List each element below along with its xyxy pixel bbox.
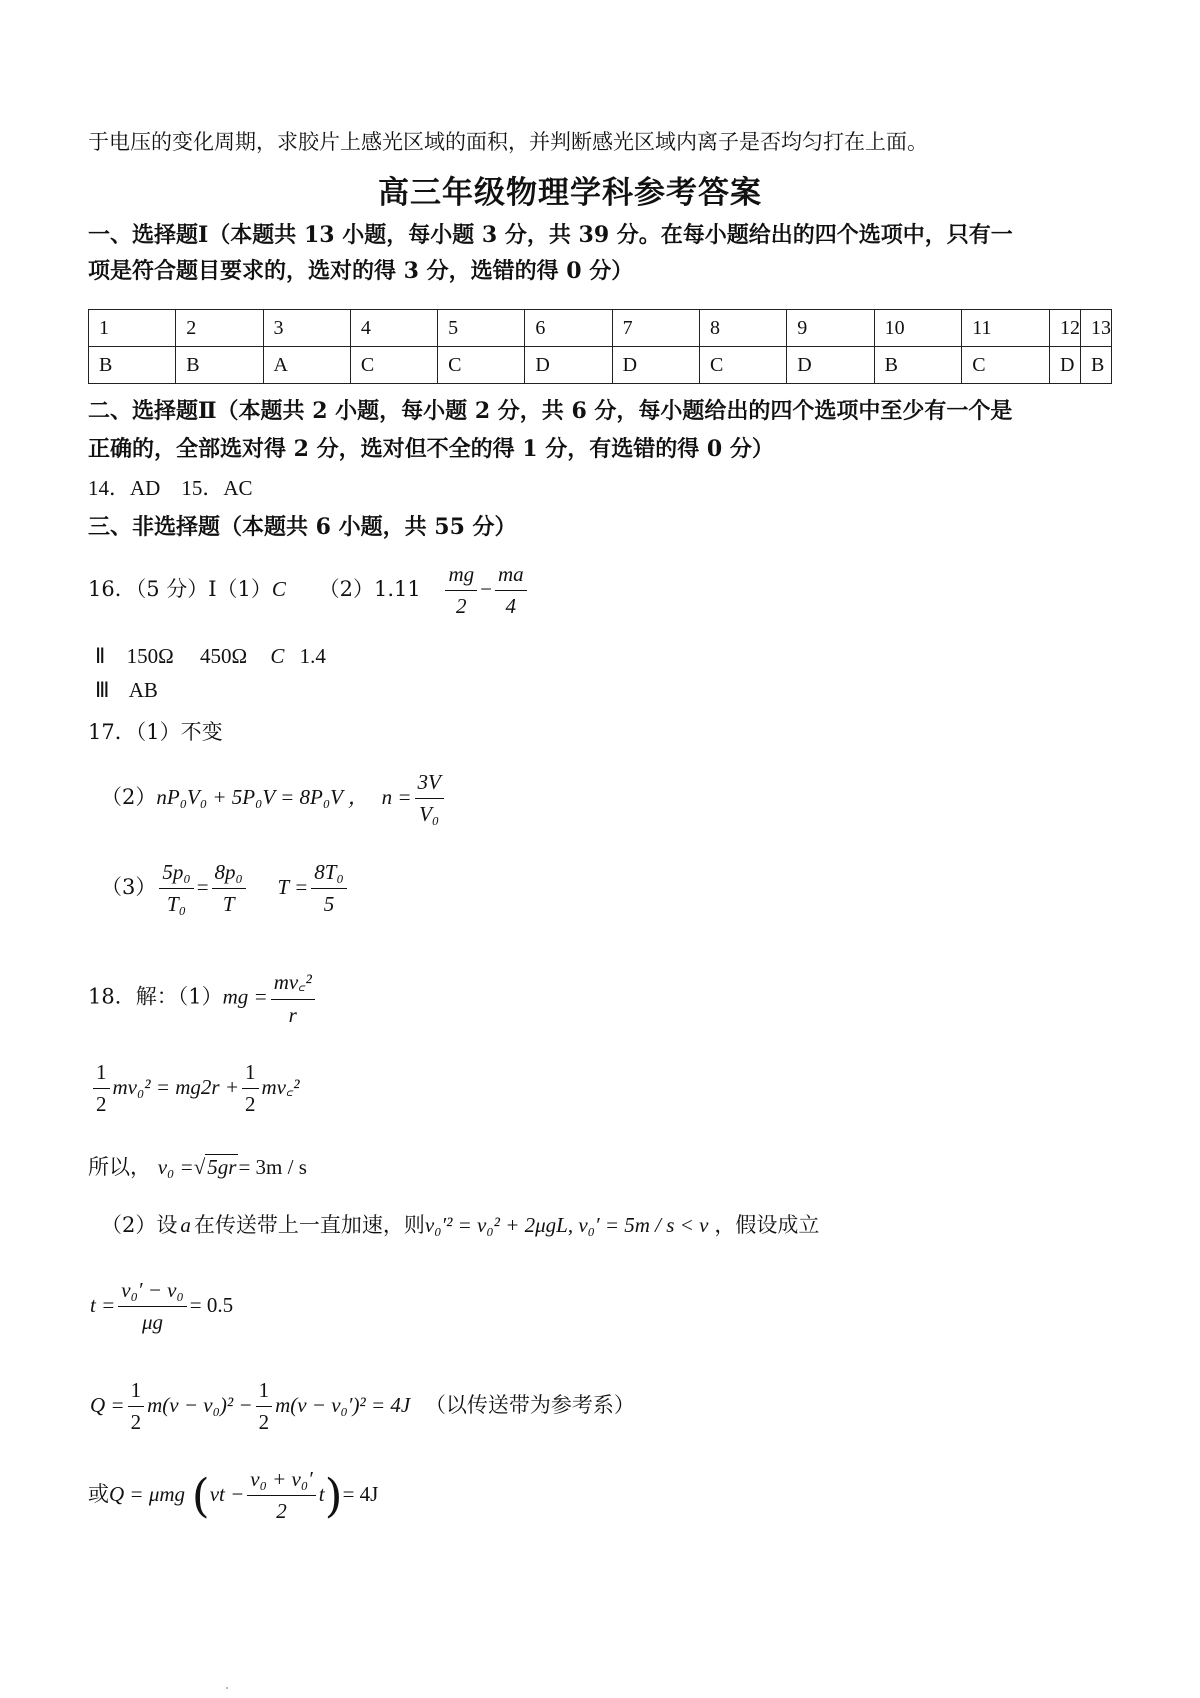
q18-t-den: μg — [142, 1310, 164, 1334]
q18-Q-lhs: Q = — [90, 1393, 125, 1417]
q18-Q-half1: 1 — [128, 1378, 145, 1407]
q17-part3-frac2 — [212, 860, 246, 917]
q18-energy-half2: 1 — [242, 1060, 259, 1089]
table-cell: B — [176, 347, 263, 384]
q16-line2-vals: 150Ω 450Ω — [126, 644, 248, 668]
q17-part2 — [101, 770, 447, 827]
section2-line1: 二、选择题Ⅱ（本题共 2 小题，每小题 2 分，共 6 分，每小题给出的四个选项中至少有一个是 — [88, 398, 1013, 424]
q16-frac1-den: 2 — [456, 594, 467, 618]
q18-Q-term2: m(v − v₀′)² = 4J — [275, 1393, 411, 1417]
page-speck — [226, 1687, 228, 1689]
q18-Q2-line — [88, 1467, 378, 1524]
left-paren: ( — [191, 1468, 210, 1523]
q17-part3-num3: 8T₀ — [311, 860, 346, 889]
table-cell: B — [874, 347, 962, 384]
q18-energy-mid2: mv꜀² — [261, 1075, 300, 1099]
q18-p2-a: a — [180, 1213, 191, 1237]
q16-frac2-den: 4 — [505, 594, 517, 618]
q16-prefix: 16．（5 分）Ⅰ（1） — [88, 577, 272, 601]
answer-table — [88, 309, 1112, 384]
q18-energy-half: 1 — [93, 1060, 110, 1089]
q16-frac2-num: ma — [495, 562, 527, 591]
q18-Q-term1: m(v − v₀)² − — [147, 1393, 253, 1417]
q16-line2 — [95, 640, 326, 670]
q18-p2-mid: 在传送带上一直加速，则 — [193, 1213, 425, 1237]
q16-line3-val: AB — [128, 678, 158, 702]
q18-Q-two2: 2 — [258, 1410, 270, 1434]
q18-line1-den: r — [288, 1003, 297, 1027]
q17-part3-num1: 5p₀ — [159, 860, 193, 889]
q17-part2-eq: nP₀V₀ + 5P₀V = 8P₀V ， — [156, 785, 369, 809]
q18-so-label: 所以， — [88, 1155, 151, 1179]
q18-so-sqrt: 5gr — [207, 1155, 237, 1179]
table-cell: C — [962, 347, 1050, 384]
q18-prefix: 18．解：（1） — [88, 984, 223, 1009]
table-cell: 3 — [263, 310, 350, 347]
table-cell: 4 — [350, 310, 437, 347]
answer-table-number-row — [89, 310, 1112, 347]
q16-frac1-num: mg — [445, 562, 477, 591]
table-cell: 6 — [525, 310, 612, 347]
q18-line1-num: mv꜀² — [271, 968, 315, 1000]
section1-line2: 项是符合题目要求的，选对的得 3 分，选错的得 0 分） — [88, 258, 634, 284]
table-cell: D — [787, 347, 874, 384]
q17-part3-den3: 5 — [323, 892, 335, 916]
q18-p2-eq: v₀′² = v₀² + 2μgL, v₀′ = 5m / s < v — [424, 1213, 709, 1237]
q18-Q2-rhs: = 4J — [342, 1482, 379, 1506]
q17-part2-den: V₀ — [419, 802, 440, 826]
q17-part2-frac — [415, 770, 444, 827]
q17-part1: 17．（1）不变 — [88, 720, 223, 744]
table-cell: 7 — [612, 310, 699, 347]
page-title: 高三年级物理学科参考答案 — [378, 175, 762, 211]
q18-so-rhs: = 3m / s — [238, 1155, 307, 1179]
table-cell: C — [699, 347, 786, 384]
q16-line2-last: 1.4 — [299, 644, 326, 668]
table-cell: 10 — [874, 310, 962, 347]
q17-part3-frac1 — [159, 860, 193, 917]
q18-p2-prefix: （2）设 — [101, 1213, 178, 1237]
q17-part3-den2: T — [222, 892, 235, 916]
q16-c: C — [271, 577, 286, 601]
q18-energy-eq — [90, 1060, 300, 1117]
q16-line3 — [95, 678, 158, 703]
section1-line1: 一、选择题Ⅰ（本题共 13 小题，每小题 3 分，共 39 分。在每小题给出的四个选项中，只有一 — [88, 222, 1013, 248]
q17-part3-T: T = — [277, 875, 309, 899]
q18-t-lhs: t = — [90, 1293, 116, 1317]
right-paren: ) — [324, 1468, 343, 1523]
q18-line1-frac — [271, 968, 315, 1028]
q18-Q-two1: 2 — [130, 1410, 142, 1434]
q18-Q2-prefix: 或 — [88, 1482, 109, 1506]
answer-table-answer-row — [89, 347, 1112, 384]
table-cell: 9 — [787, 310, 874, 347]
q18-t-line — [90, 1278, 233, 1335]
q17-part3-eq: = — [196, 875, 209, 899]
q18-t-frac — [118, 1278, 187, 1335]
table-cell: A — [263, 347, 350, 384]
q17-part3-frac3 — [311, 860, 346, 917]
table-cell: 5 — [438, 310, 525, 347]
table-cell: D — [1049, 347, 1080, 384]
q17-part3-num2: 8p₀ — [212, 860, 246, 889]
table-cell: B — [1080, 347, 1111, 384]
q18-line1-lhs: mg = — [222, 984, 268, 1009]
q16-line2-label: Ⅱ — [95, 644, 106, 668]
q17-part2-label: （2） — [101, 785, 157, 809]
q17-part2-num: 3V — [415, 770, 444, 799]
table-cell: D — [612, 347, 699, 384]
q18-Q2-t: t — [318, 1482, 325, 1506]
q18-Q2-frac — [247, 1467, 316, 1524]
q17-part2-n: n = — [381, 785, 412, 809]
section2-line2: 正确的，全部选对得 2 分，选对但不全的得 1 分，有选错的得 0 分） — [88, 436, 774, 462]
table-cell: C — [438, 347, 525, 384]
q16-frac2 — [495, 562, 527, 619]
q18-energy-mid1: mv₀² = mg2r + — [112, 1075, 240, 1099]
table-cell: 12 — [1049, 310, 1080, 347]
q16-minus: − — [480, 577, 492, 601]
table-cell: 13 — [1080, 310, 1111, 347]
table-cell: 8 — [699, 310, 786, 347]
table-cell: B — [89, 347, 176, 384]
q18-energy-two: 2 — [96, 1092, 107, 1116]
q16-line1 — [88, 562, 530, 619]
q18-Q-note: （以传送带为参考系） — [424, 1393, 635, 1417]
q18-Q-frac1 — [128, 1378, 145, 1435]
q16-line3-label: Ⅲ — [95, 678, 110, 702]
table-cell: 1 — [89, 310, 176, 347]
table-cell: D — [525, 347, 612, 384]
table-cell: C — [350, 347, 437, 384]
q18-energy-two2: 2 — [245, 1092, 256, 1116]
q18-energy-frac1 — [93, 1060, 110, 1117]
q18-so-line: 所以， v₀ =√5gr= 3m / s — [88, 1155, 307, 1179]
q18-Q-frac2 — [256, 1378, 273, 1435]
q18-Q2-num: v₀ + v₀′ — [247, 1467, 316, 1496]
q18-Q2-den: 2 — [276, 1499, 287, 1523]
table-cell: 2 — [176, 310, 263, 347]
q18-t-rhs: = 0.5 — [189, 1293, 234, 1317]
intro-line: 于电压的变化周期，求胶片上感光区域的面积，并判断感光区域内离子是否均匀打在上面。 — [88, 130, 928, 154]
table-cell: 11 — [962, 310, 1050, 347]
q18-Q2-lhs: Q = μmg — [109, 1482, 186, 1506]
section2-answers: 14．AD 15．AC — [88, 476, 253, 500]
q18-Q-half2: 1 — [256, 1378, 273, 1407]
q18-Q-line — [90, 1378, 635, 1435]
q16-part2: （2）1.11 — [318, 577, 421, 601]
q18-line1 — [88, 968, 318, 1028]
q17-part3-label: （3） — [101, 875, 157, 899]
q18-Q2-vt: vt − — [209, 1482, 245, 1506]
q16-frac1 — [445, 562, 477, 619]
q18-part2-line — [101, 1209, 819, 1239]
q16-line2-c: C — [270, 644, 285, 668]
q17-part3-den1: T₀ — [167, 892, 187, 916]
section3-heading: 三、非选择题（本题共 6 小题，共 55 分） — [88, 514, 517, 540]
q18-so-lhs: v₀ = — [157, 1155, 194, 1179]
q18-t-num: v₀′ − v₀ — [118, 1278, 187, 1307]
q18-energy-frac2 — [242, 1060, 259, 1117]
q17-part3 — [101, 860, 350, 917]
q18-p2-suffix: ，假设成立 — [714, 1213, 820, 1237]
